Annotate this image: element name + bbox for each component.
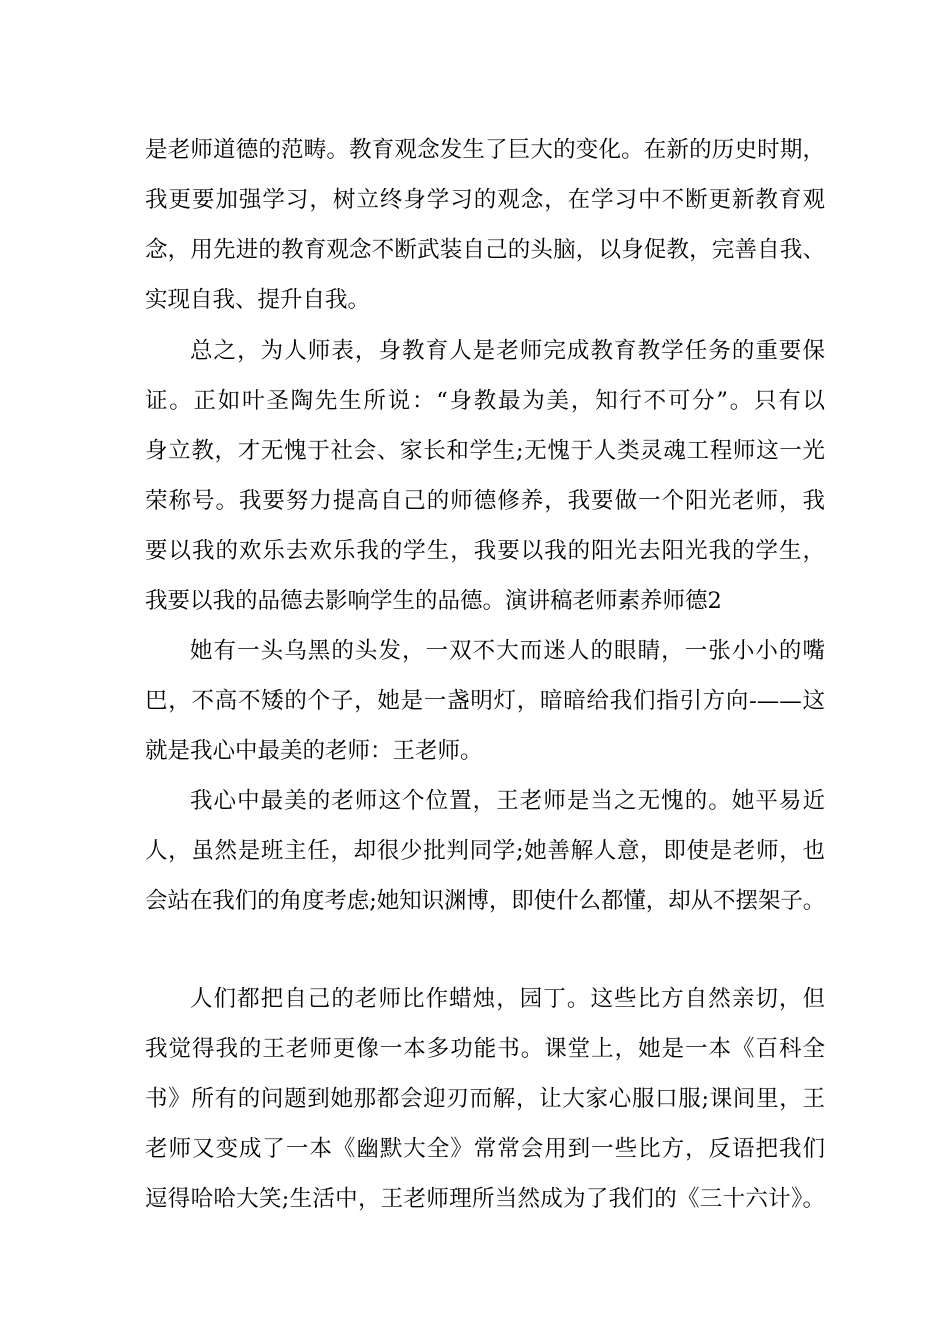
text-line: 我觉得我的王老师更像一本多功能书。课堂上，她是一本《百科全 xyxy=(145,1036,825,1062)
text-line: 书》所有的问题到她那都会迎刃而解，让大家心服口服;课间里，王 xyxy=(145,1086,825,1112)
text-line: 就是我心中最美的老师：王老师。 xyxy=(145,738,483,764)
text-line: 老师又变成了一本《幽默大全》常常会用到一些比方，反语把我们 xyxy=(145,1136,825,1162)
text-line: 实现自我、提升自我。 xyxy=(145,287,371,313)
text-line: 总之，为人师表，身教育人是老师完成教育教学任务的重要保 xyxy=(190,338,825,364)
text-line: 证。正如叶圣陶先生所说：“身教最为美，知行不可分”。只有以 xyxy=(145,388,825,414)
text-line: 念，用先进的教育观念不断武装自己的头脑，以身促教，完善自我、 xyxy=(145,237,825,263)
text-line: 我要以我的品德去影响学生的品德。演讲稿老师素养师德2 xyxy=(145,588,722,614)
text-line: 人们都把自己的老师比作蜡烛，园丁。这些比方自然亲切，但 xyxy=(190,986,825,1012)
text-line: 我心中最美的老师这个位置，王老师是当之无愧的。她平易近 xyxy=(190,788,825,814)
text-line: 巴，不高不矮的个子，她是一盏明灯，暗暗给我们指引方向-——这 xyxy=(145,688,825,714)
text-line: 她有一头乌黑的头发，一双不大而迷人的眼睛，一张小小的嘴 xyxy=(190,638,825,664)
text-line: 荣称号。我要努力提高自己的师德修养，我要做一个阳光老师，我 xyxy=(145,488,825,514)
text-line: 会站在我们的角度考虑;她知识渊博，即使什么都懂，却从不摆架子。 xyxy=(145,888,825,914)
text-line: 我更要加强学习，树立终身学习的观念，在学习中不断更新教育观 xyxy=(145,187,825,213)
text-line: 是老师道德的范畴。教育观念发生了巨大的变化。在新的历史时期， xyxy=(145,137,825,163)
text-line: 要以我的欢乐去欢乐我的学生，我要以我的阳光去阳光我的学生， xyxy=(145,538,825,564)
text-line: 人，虽然是班主任，却很少批判同学;她善解人意，即使是老师，也 xyxy=(145,838,825,864)
text-line: 逗得哈哈大笑;生活中，王老师理所当然成为了我们的《三十六计》。 xyxy=(145,1186,825,1212)
text-line: 身立教，才无愧于社会、家长和学生;无愧于人类灵魂工程师这一光 xyxy=(145,438,825,464)
